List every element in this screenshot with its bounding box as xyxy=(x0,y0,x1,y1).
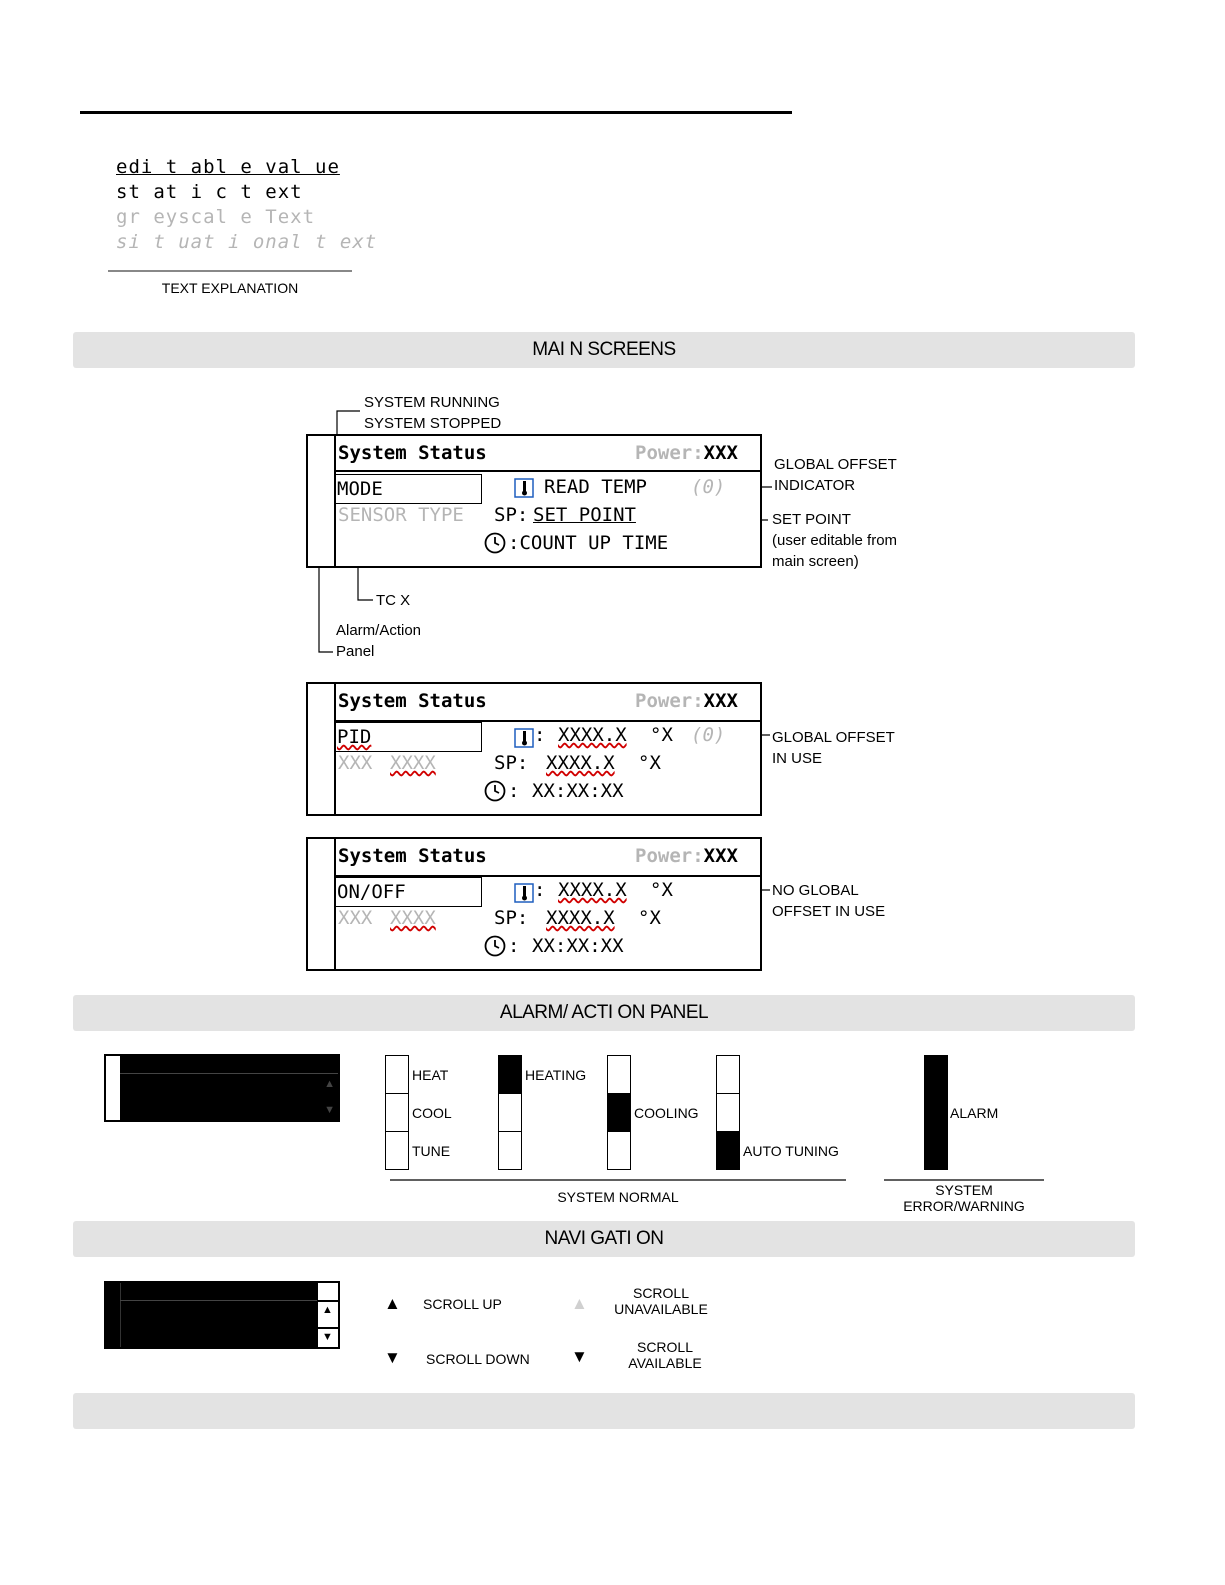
set-point-field[interactable]: XXXX.X xyxy=(546,752,615,774)
count-up-time: :COUNT UP TIME xyxy=(508,532,669,554)
time-colon: : xyxy=(508,935,520,957)
note-alarm-action-2: Panel xyxy=(336,643,375,660)
mini-screen-panel-strip xyxy=(106,1056,121,1120)
segment-cool xyxy=(385,1093,409,1132)
clock-icon xyxy=(484,780,506,802)
thermometer-icon xyxy=(514,883,534,903)
note-set-point-2: (user editable from xyxy=(772,532,898,549)
temp-colon: : xyxy=(534,879,546,901)
clock-icon xyxy=(484,935,506,957)
legend-situational-text: si t uat i onal t ext xyxy=(116,231,378,253)
mode-field[interactable]: MODE xyxy=(334,474,482,504)
alarm-action-panel-strip xyxy=(308,436,336,566)
note-tc-x: TC X xyxy=(376,592,411,609)
label-heating: HEATING xyxy=(525,1067,587,1083)
label-heat: HEAT xyxy=(412,1067,449,1083)
segment-alarm-active xyxy=(924,1055,948,1170)
legend-greyscale-text: gr eyscal e Text xyxy=(116,206,316,228)
note-system-running: SYSTEM RUNNING xyxy=(364,394,500,411)
segment-tuning-active xyxy=(716,1131,740,1170)
section-navigation: NAVI GATI ON xyxy=(73,1221,1135,1257)
global-offset-indicator: (0) xyxy=(691,476,726,498)
thermometer-icon xyxy=(514,728,534,748)
sensor-type-b: XXXX xyxy=(390,752,436,774)
set-point-field[interactable]: XXXX.X xyxy=(546,907,615,929)
clock-icon xyxy=(484,532,506,554)
mini-screen-navigation-example xyxy=(104,1281,340,1349)
screen-system-status-mode xyxy=(306,434,762,568)
segment-cooling-top xyxy=(607,1055,631,1094)
screen-system-status-onoff xyxy=(306,837,762,971)
section-main-screens: MAI N SCREENS xyxy=(73,332,1135,368)
label-system-normal: SYSTEM NORMAL xyxy=(557,1189,679,1205)
segment-tuning-mid xyxy=(716,1093,740,1132)
section-blank xyxy=(73,1393,1135,1429)
note-system-stopped: SYSTEM STOPPED xyxy=(364,415,502,432)
mini-screen-divider xyxy=(120,1073,338,1074)
title-divider xyxy=(334,470,760,472)
set-point-prefix: SP: xyxy=(494,907,529,929)
set-point-prefix: SP: xyxy=(494,752,529,774)
label-system-error-1: SYSTEM xyxy=(935,1182,993,1198)
note-global-offset-2: INDICATOR xyxy=(774,477,856,494)
mini-scroll-up-icon: ▲ xyxy=(324,1078,335,1090)
sensor-type-label: SENSOR TYPE xyxy=(338,504,464,526)
segment-heat xyxy=(385,1055,409,1094)
mini-screen-panel-edge xyxy=(120,1283,121,1347)
screen-title: System Status xyxy=(338,845,487,867)
scroll-available-icon: ▼ xyxy=(571,1347,588,1366)
set-point-unit: °X xyxy=(638,752,661,774)
alarm-action-panel-strip xyxy=(308,684,336,814)
note-alarm-action-1: Alarm/Action xyxy=(336,622,422,639)
scroll-unavailable-icon: ▲ xyxy=(571,1294,588,1313)
sensor-type-b: XXXX xyxy=(390,907,436,929)
label-alarm: ALARM xyxy=(950,1105,999,1121)
note-offset-in-use-1: GLOBAL OFFSET xyxy=(772,729,895,746)
label-scroll-available-1: SCROLL xyxy=(636,1339,694,1355)
note-set-point-3: main screen) xyxy=(772,553,859,570)
alarm-action-panel-strip xyxy=(308,839,336,969)
label-scroll-unavailable-1: SCROLL xyxy=(632,1285,690,1301)
segment-heating-mid xyxy=(498,1093,522,1132)
screen-title: System Status xyxy=(338,442,487,464)
sensor-type-a: XXX xyxy=(338,907,373,929)
label-cool: COOL xyxy=(412,1105,452,1121)
label-auto-tuning: AUTO TUNING xyxy=(743,1143,839,1159)
mode-field[interactable]: PID xyxy=(334,722,482,752)
screen-system-status-pid xyxy=(306,682,762,816)
screen-title: System Status xyxy=(338,690,487,712)
elapsed-time: XX:XX:XX xyxy=(532,935,624,957)
time-colon: : xyxy=(508,780,520,802)
mini-scrollbar[interactable] xyxy=(317,1283,338,1347)
temp-value: XXXX.X xyxy=(558,724,627,746)
segment-heating-active xyxy=(498,1055,522,1094)
label-scroll-up: SCROLL UP xyxy=(423,1296,502,1312)
note-global-offset-1: GLOBAL OFFSET xyxy=(774,456,897,473)
power-readout: Power:XXX xyxy=(635,442,738,464)
note-set-point-1: SET POINT xyxy=(772,511,851,528)
mode-field[interactable]: ON/OFF xyxy=(334,877,482,907)
set-point-field[interactable]: SET POINT xyxy=(533,504,636,526)
read-temp-label: READ TEMP xyxy=(544,476,647,498)
temp-colon: : xyxy=(534,724,546,746)
section-alarm-action-panel: ALARM/ ACTI ON PANEL xyxy=(73,995,1135,1031)
power-readout: Power:XXX xyxy=(635,690,738,712)
thermometer-icon xyxy=(514,478,534,498)
note-no-offset-1: NO GLOBAL xyxy=(772,882,859,899)
note-no-offset-2: OFFSET IN USE xyxy=(772,903,886,920)
mini-scroll-down-icon: ▼ xyxy=(324,1104,335,1116)
set-point-prefix: SP: xyxy=(494,504,529,526)
label-scroll-available-2: AVAILABLE xyxy=(628,1355,702,1371)
scroll-down-icon: ▼ xyxy=(384,1348,401,1367)
note-offset-in-use-2: IN USE xyxy=(772,750,823,767)
global-offset-indicator: (0) xyxy=(691,724,726,746)
legend-editable-value: edi t abl e val ue xyxy=(116,156,340,178)
label-scroll-unavailable-2: UNAVAILABLE xyxy=(614,1301,708,1317)
mini-scroll-up-icon[interactable]: ▲ xyxy=(322,1304,333,1316)
elapsed-time: XX:XX:XX xyxy=(532,780,624,802)
mini-scroll-down-icon[interactable]: ▼ xyxy=(322,1331,333,1343)
set-point-unit: °X xyxy=(638,907,661,929)
scroll-up-icon: ▲ xyxy=(384,1294,401,1313)
mini-screen-panel-example xyxy=(104,1054,340,1122)
sensor-type-a: XXX xyxy=(338,752,373,774)
label-system-error-2: ERROR/WARNING xyxy=(903,1198,1025,1214)
label-cooling: COOLING xyxy=(634,1105,699,1121)
temp-unit: °X xyxy=(650,724,673,746)
legend-static-text: st at i c t ext xyxy=(116,181,303,203)
power-readout: Power:XXX xyxy=(635,845,738,867)
mini-screen-divider xyxy=(120,1300,338,1301)
segment-cooling-active xyxy=(607,1093,631,1132)
segment-tuning-top xyxy=(716,1055,740,1094)
segment-tune xyxy=(385,1131,409,1170)
temp-unit: °X xyxy=(650,879,673,901)
segment-cooling-bottom xyxy=(607,1131,631,1170)
legend-caption: TEXT EXPLANATION xyxy=(161,280,299,296)
segment-heating-bottom xyxy=(498,1131,522,1170)
label-tune: TUNE xyxy=(412,1143,451,1159)
label-scroll-down: SCROLL DOWN xyxy=(426,1351,530,1367)
temp-value: XXXX.X xyxy=(558,879,627,901)
